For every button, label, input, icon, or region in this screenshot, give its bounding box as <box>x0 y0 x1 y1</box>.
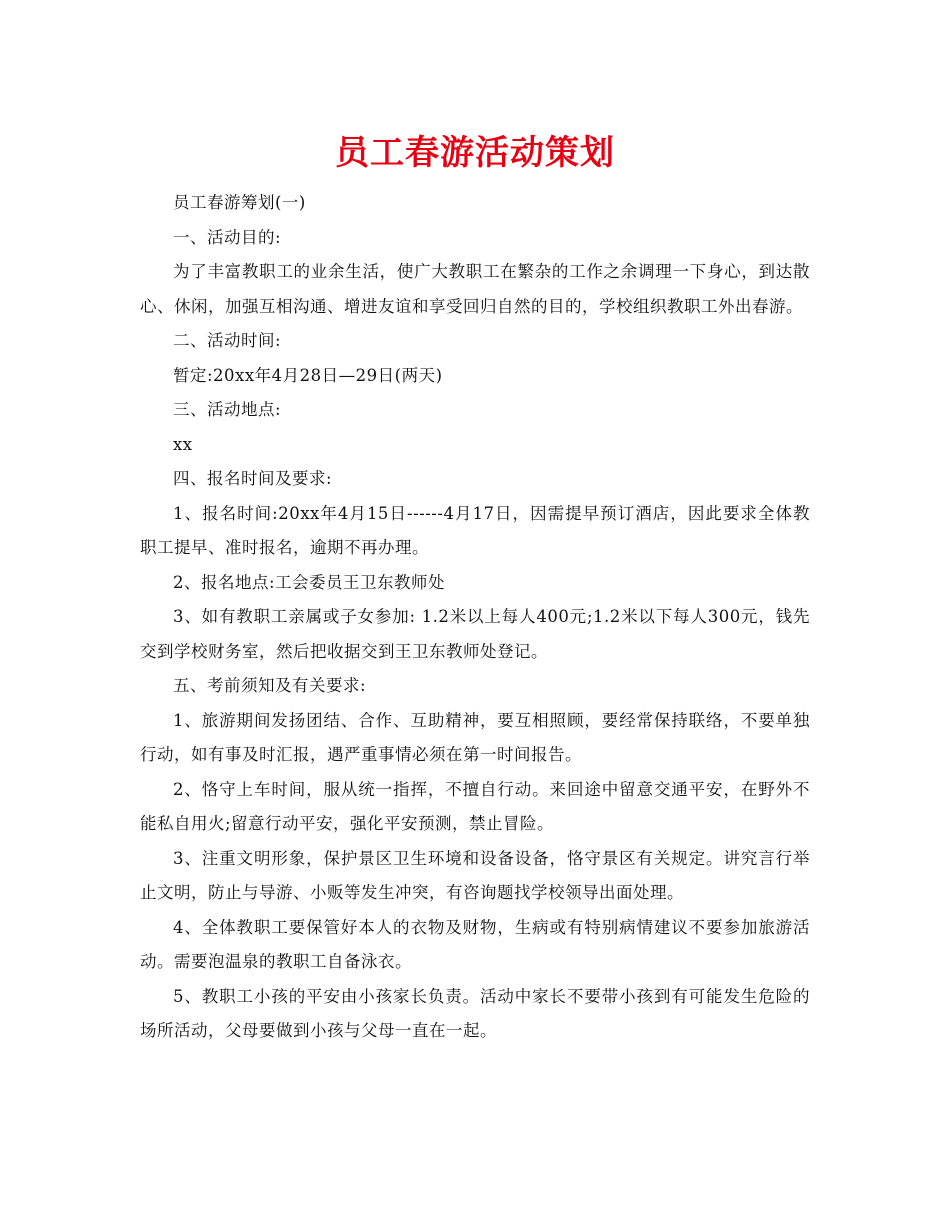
paragraph-notice-3: 3、注重文明形象，保护景区卫生环境和设备设备，恪守景区有关规定。讲究言行举止文明，防止与导游、小贩等发生冲突，有咨询题找学校领导出面处理。 <box>140 848 810 902</box>
heading-activity-time: 二、活动时间: <box>173 331 282 350</box>
paragraph-notice-1: 1、旅游期间发扬团结、合作、互助精神，要互相照顾，要经常保持联络，不要单独行动，如有事及时汇报，遇严重事情必须在第一时间报告。 <box>140 710 810 764</box>
paragraph-notice-2: 2、恪守上车时间，服从统一指挥，不擅自行动。来回途中留意交通平安，在野外不能私自用火;留意行动平安，强化平安预测，禁止冒险。 <box>140 779 810 833</box>
paragraph-notice-4: 4、全体教职工要保管好本人的衣物及财物，生病或有特别病情建议不要参加旅游活动。需要泡温泉的教职工自备泳衣。 <box>140 917 810 971</box>
document-body <box>140 186 810 1049</box>
paragraph-subtitle: 员工春游筹划(一) <box>173 193 306 212</box>
heading-registration: 四、报名时间及要求: <box>173 469 333 488</box>
document-title: 员工春游活动策划 <box>335 133 615 173</box>
paragraph-activity-location: xx <box>173 434 193 454</box>
heading-activity-location: 三、活动地点: <box>173 400 282 419</box>
heading-notices: 五、考前须知及有关要求: <box>173 676 367 695</box>
paragraph-registration-time: 1、报名时间:20xx年4月15日------4月17日，因需提早预订酒店，因此要求全体教职工提早、准时报名，逾期不再办理。 <box>140 503 810 557</box>
paragraph-activity-time: 暂定:20xx年4月28日—29日(两天) <box>173 365 443 385</box>
paragraph-registration-fees: 3、如有教职工亲属或子女参加: 1.2米以上每人400元;1.2米以下每人300元，钱先交到学校财务室，然后把收据交到王卫东教师处登记。 <box>140 607 810 661</box>
paragraph-notice-5: 5、教职工小孩的平安由小孩家长负责。活动中家长不要带小孩到有可能发生危险的场所活动，父母要做到小孩与父母一直在一起。 <box>140 986 810 1040</box>
paragraph-registration-location: 2、报名地点:工会委员王卫东教师处 <box>173 572 446 592</box>
heading-activity-purpose: 一、活动目的: <box>173 227 282 247</box>
paragraph-activity-purpose: 为了丰富教职工的业余生活，使广大教职工在繁杂的工作之余调理一下身心，到达散心、休闲，加强互相沟通、增进友谊和享受回归自然的目的，学校组织教职工外出春游。 <box>140 262 810 316</box>
